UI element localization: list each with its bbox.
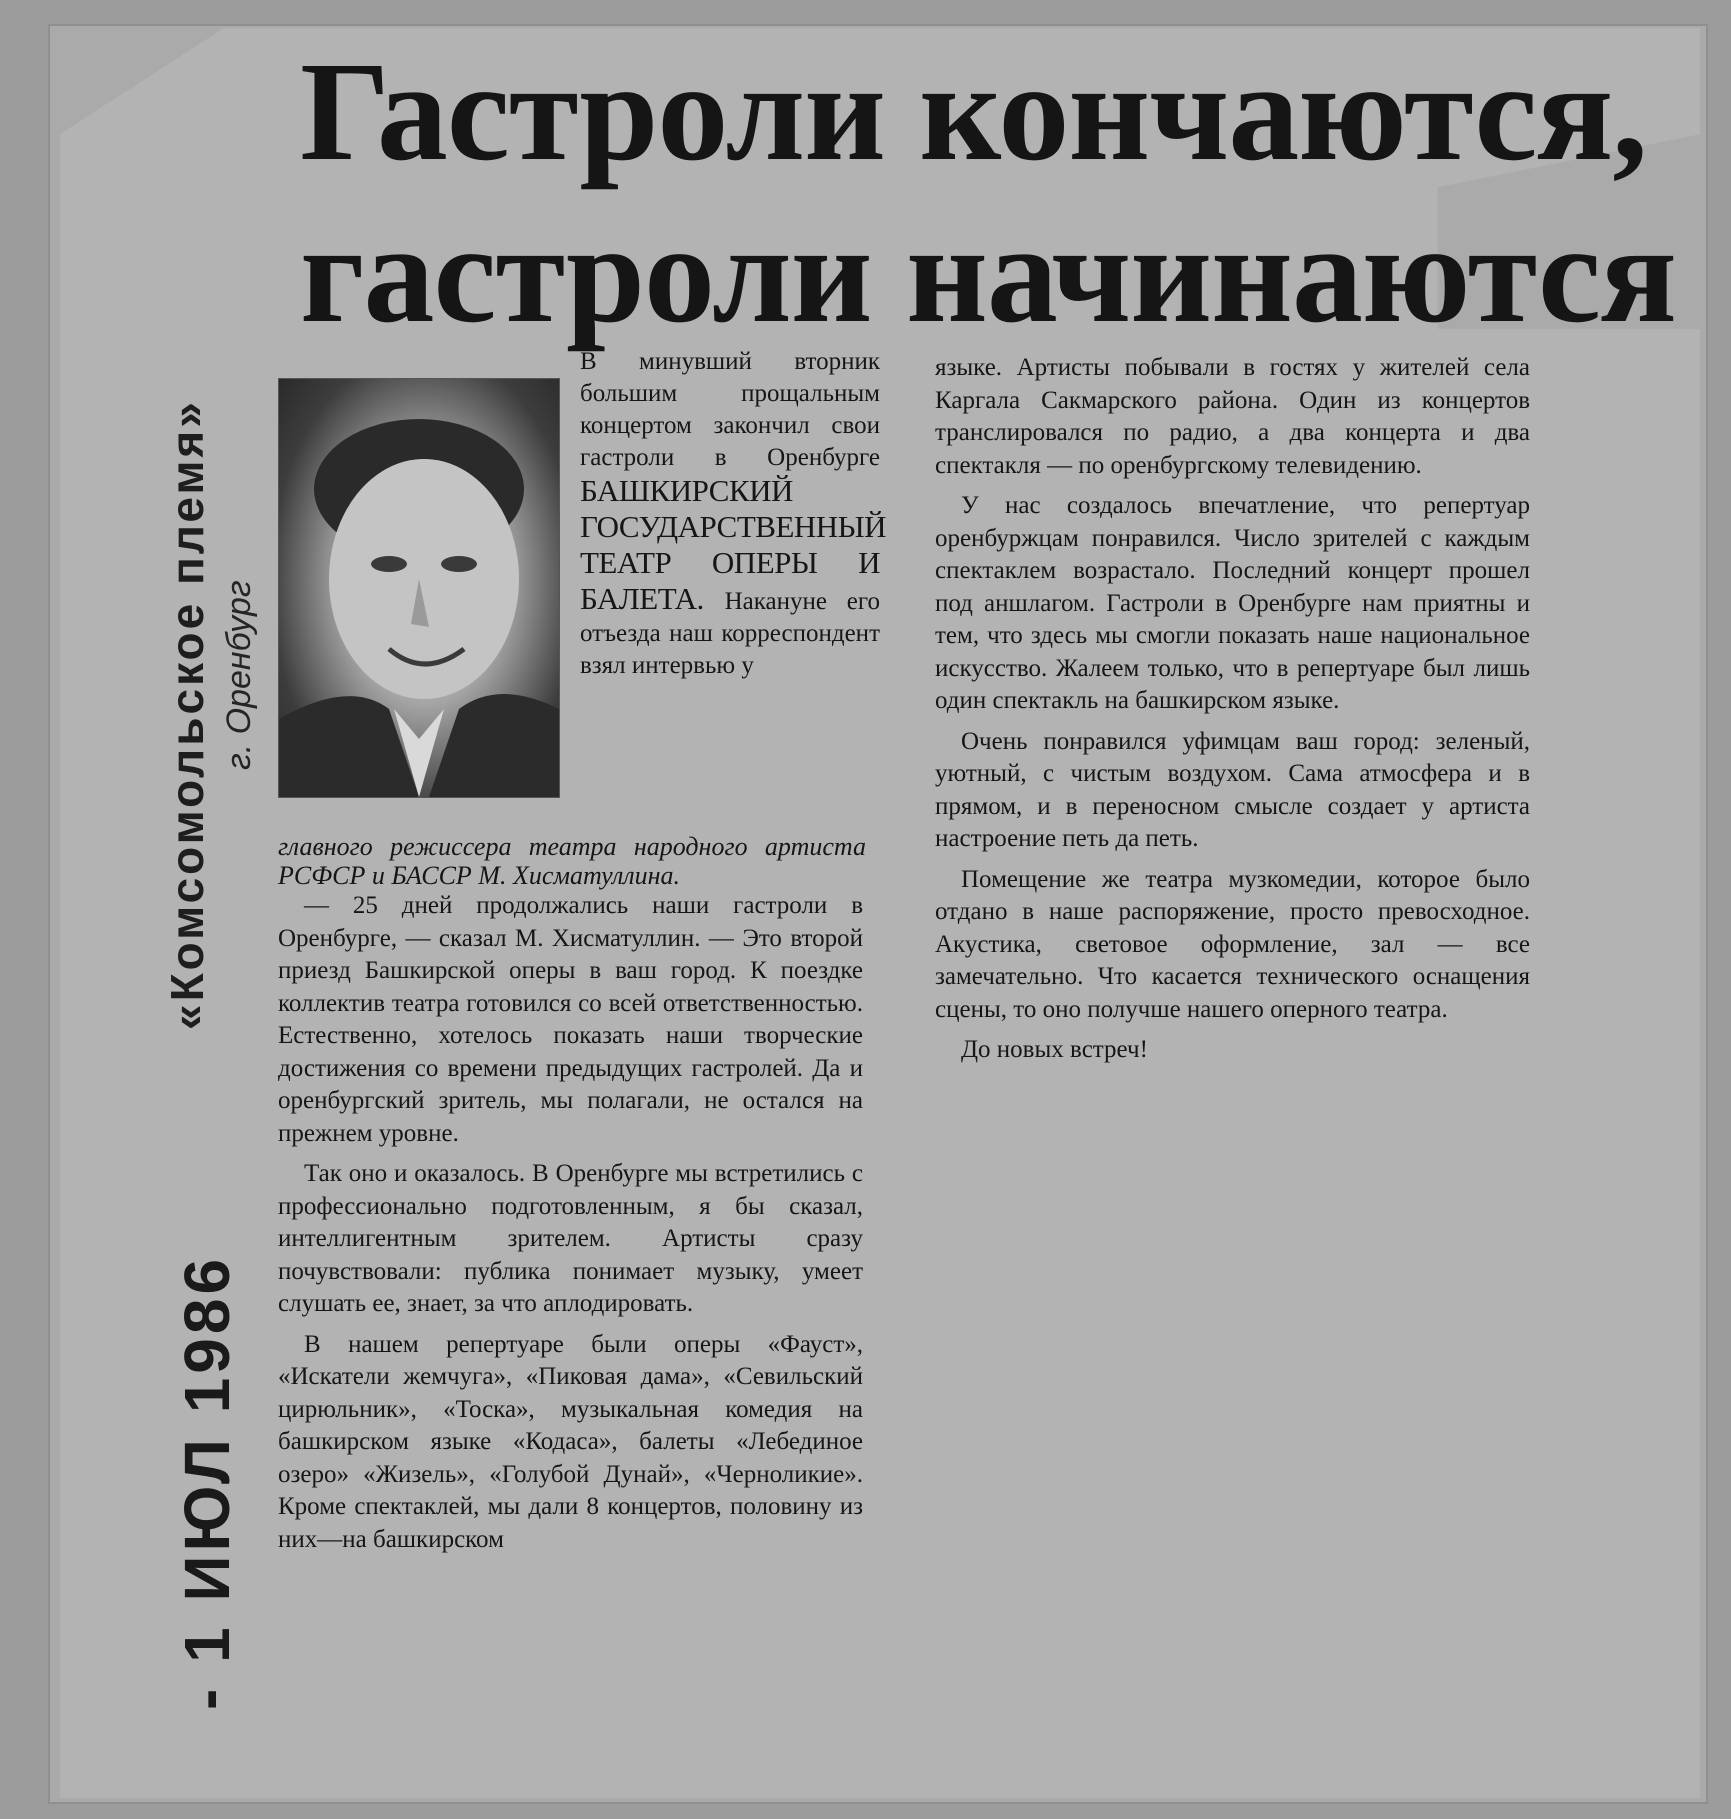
paragraph: Так оно и оказалось. В Оренбурге мы встретились с профессионально подготовленным, я бы сказал, интеллигентным зрителем. Артисты сразу почувствовали: публика понимает музыку, умеет слушать ее, знает, за что аплодировать. (278, 1160, 863, 1317)
paragraph: У нас создалось впечатление, что репертуар оренбуржцам понравился. Число зрителей с каждым спектаклем возрастало. Последний концерт прошел под аншлагом. Гастроли в Оренбурге нам приятны и тем, что здесь мы смогли показать наше национальное искусство. Жалеем только, что в репертуаре был лишь один спектакль на башкирском языке. (935, 492, 1530, 714)
stamp-city: г. Оренбург (220, 580, 258, 770)
headline-line-2: гастроли начинаются (300, 194, 1676, 352)
paragraph: Помещение же театра музкомедии, которое было отдано в наше распоряжение, просто превосходное. Акустика, световое оформление, зал — все замечательно. Что касается технического оснащения сцены, то оно получше нашего оперного театра. (935, 865, 1530, 1023)
paragraph: языке. Артисты побывали в гостях у жителей села Каргала Сакмарского района. Один из концертов транслировался по радио, а два концерта и два спектакля — по оренбургскому телевидению. (935, 354, 1530, 479)
archive-stamp (90, 190, 290, 1710)
closing-line: До новых встреч! (961, 1036, 1148, 1063)
paragraph: — 25 дней продолжались наши гастроли в Оренбурге, — сказал М. Хисматуллин. — Это второй приезд Башкирской оперы в ваш город. К поездке коллектив театра готовился со всей ответственностью. Естественно, хотелось показать наши творческие достижения со времени предыдущих гастролей. Да и оренбургский зритель, мы полагали, не остался на прежнем уровне. (278, 892, 863, 1147)
paragraph: В нашем репертуаре были оперы «Фауст», «Искатели жемчуга», «Пиковая дама», «Севильский цирюльник», «Тоска», музыкальная комедия на башкирском языке «Кодаса», балеты «Лебединое озеро» «Жизель», «Голубой Дунай», «Черноликие». Кроме спектаклей, мы дали 8 концертов, половину из них—на башкирском (278, 1330, 863, 1553)
intro-lead (580, 346, 887, 682)
portrait-image (279, 379, 559, 797)
stamp-date: - 1 ИЮЛ 1986 (171, 1254, 243, 1710)
portrait-photo (278, 378, 560, 798)
stamp-newspaper-name: «Комсомольское племя» (161, 399, 213, 1030)
intro-interviewee: главного режиссера театра народного артиста РСФСР и БАССР М. Хисматуллина. (278, 832, 866, 890)
article-right-column (935, 352, 1530, 1067)
theatre-name: БАШКИРСКИЙ ГОСУДАРСТВЕННЫЙ ТЕАТР ОПЕРЫ И БАЛЕТА. (580, 473, 887, 616)
article-left-column (278, 890, 863, 1556)
headline-line-1: Гастроли кончаются, (300, 32, 1647, 190)
article-headline (300, 30, 1700, 354)
intro-text-2: Накануне его отъезда наш корреспондент взял интервью у (580, 588, 880, 679)
intro-text-1: В минувший вторник большим прощальным концертом закончил свои гастроли в Оренбурге (580, 348, 880, 471)
paragraph: Очень понравился уфимцам ваш город: зеленый, уютный, с чистым воздухом. Сама атмосфера и в прямом, и в переносном смысле создает у артиста настроение петь да петь. (935, 727, 1530, 852)
